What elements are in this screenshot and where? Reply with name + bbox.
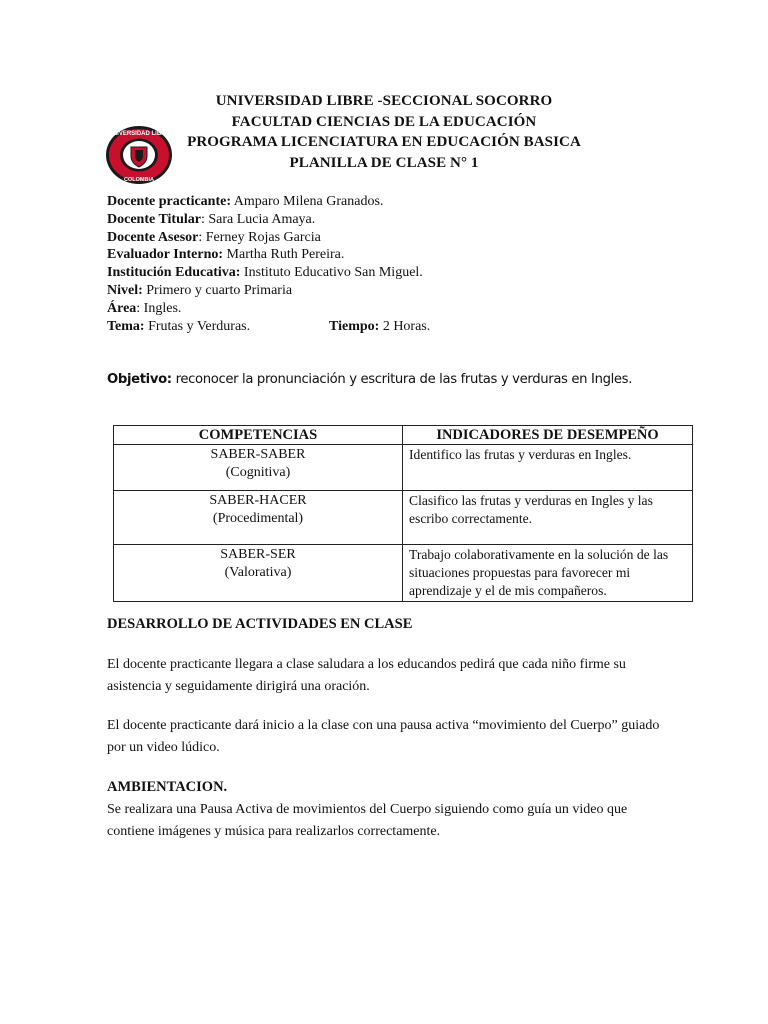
header-university: UNIVERSIDAD LIBRE -SECCIONAL SOCORRO xyxy=(215,93,553,109)
info-nivel: Nivel: Primero y cuarto Primaria xyxy=(107,282,293,298)
info-area: Área: Ingles. xyxy=(107,300,182,316)
info-practicante: Docente practicante: Amparo Milena Granados. xyxy=(107,194,384,209)
info-asesor: Docente Asesor: Ferney Rojas Garcia xyxy=(107,229,321,245)
indicator-cell: Trabajo colaborativamente en la solución de las situaciones propuestas para favorecer mi aprendizaje y el de mis compañeros. xyxy=(403,545,693,602)
header-indicadores: INDICADORES DE DESEMPEÑO xyxy=(403,426,693,445)
header-planilla: PLANILLA DE CLASE N° 1 xyxy=(289,154,479,171)
table-header-row xyxy=(114,426,693,445)
logo-bottom-text: COLOMBIA xyxy=(124,177,154,183)
desarrollo-paragraph-1: El docente practicante llegara a clase saludara a los educandos pedirá que cada niño firme su asistencia y seguidamente dirigirá una oración. xyxy=(107,657,626,694)
objective-text: reconocer la pronunciación y escritura de las frutas y verduras en Ingles. xyxy=(171,372,633,387)
info-tiempo: Tiempo: 2 Horas. xyxy=(329,318,431,334)
competency-cell: SABER-SABER (Cognitiva) xyxy=(114,445,403,491)
desarrollo-paragraph-2: El docente practicante dará inicio a la clase con una pausa activa “movimiento del Cuerpo” guiado por un video lúdico. xyxy=(107,718,660,755)
info-titular: Docente Titular: Sara Lucia Amaya. xyxy=(107,211,316,227)
table-row xyxy=(114,445,693,491)
header-program: PROGRAMA LICENCIATURA EN EDUCACIÓN BASICA xyxy=(187,134,581,150)
desarrollo-title: DESARROLLO DE ACTIVIDADES EN CLASE xyxy=(107,616,413,632)
info-institucion: Institución Educativa: Instituto Educativo San Miguel. xyxy=(107,265,423,281)
indicator-cell: Identifico las frutas y verduras en Ingles. xyxy=(403,445,693,491)
header-competencias: COMPETENCIAS xyxy=(114,426,403,445)
competency-cell: SABER-HACER (Procedimental) xyxy=(114,491,403,545)
table-row xyxy=(114,491,693,545)
ambientacion-paragraph: Se realizara una Pausa Activa de movimientos del Cuerpo siguiendo como guía un video que contiene imágenes y música para realizarlos correctamente. xyxy=(107,802,628,839)
table-row xyxy=(114,545,693,602)
header-faculty: FACULTAD CIENCIAS DE LA EDUCACIÓN xyxy=(231,113,537,130)
class-info xyxy=(107,193,431,335)
document-header xyxy=(0,91,768,173)
indicator-cell: Clasifico las frutas y verduras en Ingles y las escribo correctamente. xyxy=(403,491,693,545)
info-tema: Tema: Frutas y Verduras. Tiempo: 2 Horas. xyxy=(107,318,431,334)
competencies-table xyxy=(113,425,693,602)
ambientacion-title: AMBIENTACION. xyxy=(107,779,228,795)
logo-top-text: UNIVERSIDAD LIBRE xyxy=(108,131,170,137)
info-evaluador: Evaluador Interno: Martha Ruth Pereira. xyxy=(107,247,345,263)
objective xyxy=(107,372,632,387)
competency-cell: SABER-SER (Valorativa) xyxy=(114,545,403,602)
objective-label: Objetivo: xyxy=(107,372,172,387)
